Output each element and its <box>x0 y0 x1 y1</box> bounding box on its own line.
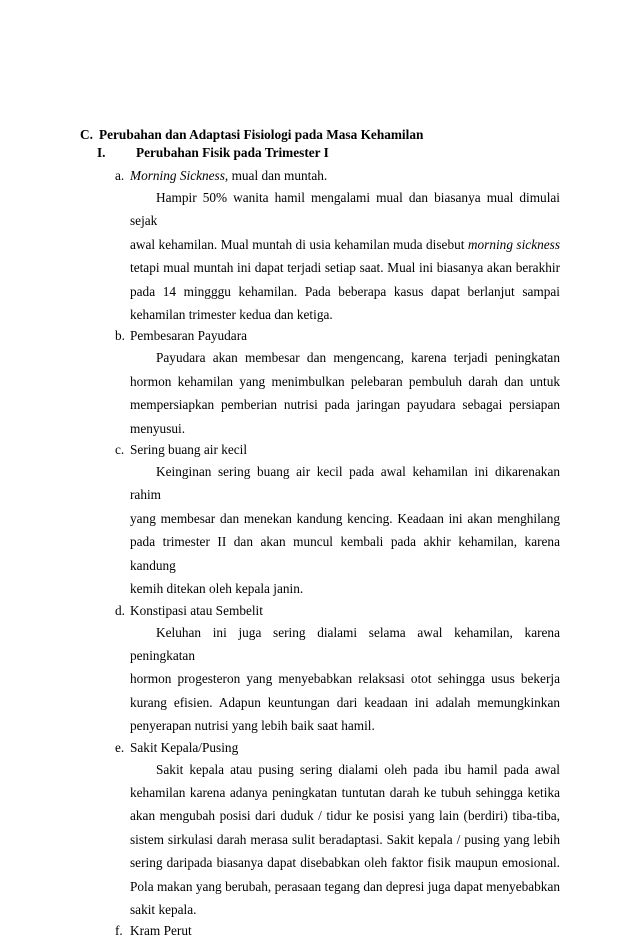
item-letter: e. <box>115 739 125 755</box>
section-heading <box>80 127 423 143</box>
paragraph-line: tetapi mual muntah ini dapat terjadi setiap saat. Mual ini biasanya akan berakhir <box>130 260 560 276</box>
item-list <box>115 166 560 941</box>
paragraph-line: kemih ditekan oleh kepala janin. <box>130 581 304 597</box>
item-title <box>115 440 560 460</box>
paragraph-line: pada trimester II dan akan muncul kembali pada akhir kehamilan, karena kandung <box>130 534 560 573</box>
item-title-italic: Morning Sickness <box>130 168 225 183</box>
item-title-text: Kram Perut <box>130 923 192 939</box>
section-marker: C. <box>80 127 93 142</box>
paragraph-line: mempersiapkan pemberian nutrisi pada jaringan payudara sebagai persiapan <box>130 397 560 413</box>
subsection-marker: I. <box>97 145 106 160</box>
paragraph-line: Payudara akan membesar dan mengencang, karena terjadi peningkatan <box>156 350 560 366</box>
item-paragraph <box>130 460 560 600</box>
section-title: Perubahan dan Adaptasi Fisiologi pada Masa Kehamilan <box>99 127 424 142</box>
item-letter: a. <box>115 168 125 183</box>
item-title-text: Sering buang air kecil <box>130 442 248 458</box>
item-title <box>115 738 560 758</box>
item-title-text: Pembesaran Payudara <box>130 328 248 344</box>
list-item <box>115 738 560 922</box>
item-paragraph <box>130 621 560 738</box>
paragraph-italic-term: morning sickness <box>467 236 560 252</box>
item-letter: b. <box>115 328 125 344</box>
list-item <box>115 326 560 440</box>
item-letter: f. <box>115 923 123 939</box>
paragraph-line: kehamilan karena adanya peningkatan tuntutan darah ke tubuh sehingga ketika <box>130 784 560 800</box>
paragraph-line: hormon kehamilan yang menimbulkan pelebaran pembuluh darah dan untuk <box>130 373 560 389</box>
item-title <box>115 326 560 346</box>
item-paragraph <box>130 346 560 440</box>
subsection-title: Perubahan Fisik pada Trimester I <box>136 145 329 160</box>
paragraph-line: pada 14 mingggu kehamilan. Pada beberapa kasus dapat berlanjut sampai <box>130 283 560 299</box>
item-title <box>115 601 560 621</box>
paragraph-line: Hampir 50% wanita hamil mengalami mual dan biasanya mual dimulai sejak <box>130 190 560 229</box>
item-paragraph <box>130 186 560 326</box>
paragraph-line: yang membesar dan menekan kandung kencing. Keadaan ini akan menghilang <box>130 510 560 526</box>
paragraph-line: akan mengubah posisi dari duduk / tidur ke posisi yang lain (berdiri) tiba-tiba, <box>130 808 560 824</box>
paragraph-line: penyerapan nutrisi yang lebih baik saat hamil. <box>130 718 375 734</box>
paragraph-line: sakit kepala. <box>130 901 197 917</box>
paragraph-line: sistem sirkulasi darah merasa sulit beradaptasi. Sakit kepala / pusing yang lebih <box>130 831 560 847</box>
paragraph-line-text: awal kehamilan. Mual muntah di usia kehamilan muda disebut <box>130 236 468 252</box>
paragraph-line: Keinginan sering buang air kecil pada awal kehamilan ini dikarenakan rahim <box>130 464 560 503</box>
paragraph-line: Keluhan ini juga sering dialami selama awal kehamilan, karena peningkatan <box>130 624 560 663</box>
paragraph-line: Sakit kepala atau pusing sering dialami oleh pada ibu hamil pada awal <box>156 761 560 777</box>
item-letter: c. <box>115 442 125 458</box>
item-title <box>115 921 560 941</box>
paragraph-line: kehamilan trimester kedua dan ketiga. <box>130 307 333 323</box>
item-paragraph <box>130 758 560 922</box>
list-item <box>115 601 560 738</box>
subsection-heading <box>97 145 329 161</box>
item-title-rest: , mual dan muntah. <box>224 168 328 183</box>
paragraph-line: sering daripada biasanya dapat disebabkan oleh faktor fisik maupun emosional. <box>130 855 560 871</box>
paragraph-line: hormon progesteron yang menyebabkan relaksasi otot sehingga usus bekerja <box>130 671 560 687</box>
item-letter: d. <box>115 602 125 618</box>
item-title-text: Sakit Kepala/Pusing <box>130 739 239 755</box>
paragraph-line: kurang efisien. Adapun keuntungan dari keadaan ini adalah memungkinkan <box>130 694 560 710</box>
item-title-text: Konstipasi atau Sembelit <box>130 602 263 618</box>
item-title <box>115 166 560 186</box>
paragraph-line <box>130 233 560 256</box>
list-item <box>115 921 560 941</box>
paragraph-line: menyusui. <box>130 420 186 436</box>
paragraph-line: Pola makan yang berubah, perasaan tegang dan depresi juga dapat menyebabkan <box>130 878 560 894</box>
list-item <box>115 166 560 326</box>
list-item <box>115 440 560 600</box>
